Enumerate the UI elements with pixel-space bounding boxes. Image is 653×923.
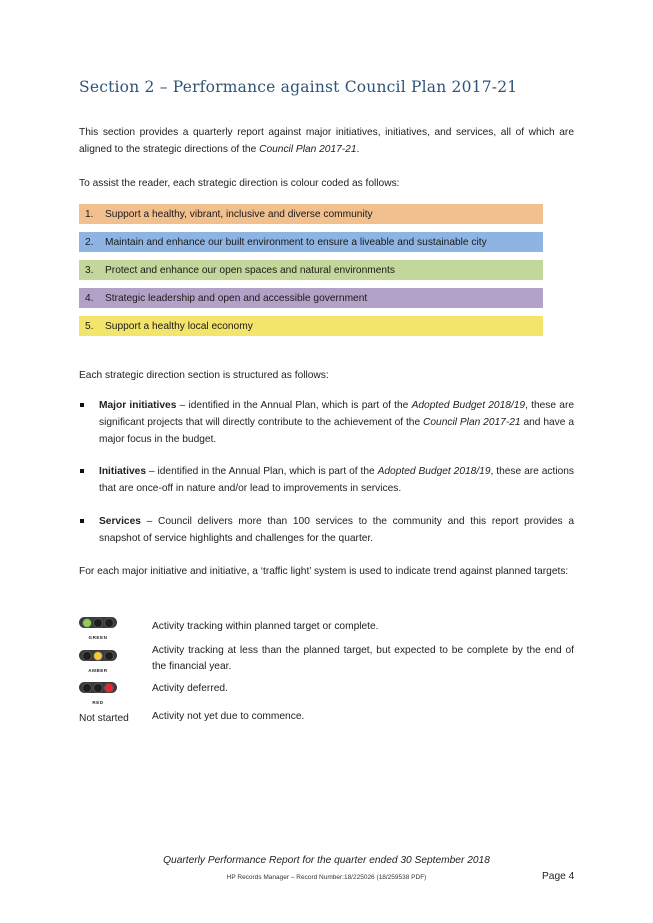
intro-text: This section provides a quarterly report against major initiatives, initiatives, and services, all of which are aligned to the strategic directions of the bbox=[79, 127, 574, 155]
intro-end: . bbox=[356, 144, 360, 155]
red-traffic-light-icon bbox=[79, 682, 117, 711]
direction-label: Protect and enhance our open spaces and natural environments bbox=[105, 264, 395, 276]
direction-number: 4. bbox=[85, 292, 94, 304]
bullet-term: Major initiatives bbox=[99, 400, 177, 411]
legend-description: Activity tracking within planned target or complete. bbox=[152, 621, 379, 632]
traffic-light-legend bbox=[79, 617, 574, 730]
bullet-text: – Council delivers more than 100 services to the community and this report provides a snapshot of service highlights and challenges for the quarter. bbox=[99, 516, 574, 544]
strategic-direction-1 bbox=[79, 204, 543, 224]
page-number: Page 4 bbox=[542, 871, 575, 882]
amber-traffic-light-icon bbox=[79, 650, 117, 679]
direction-label: Maintain and enhance our built environment to ensure a liveable and sustainable city bbox=[105, 236, 487, 248]
footer-report-title: Quarterly Performance Report for the quarter ended 30 September 2018 bbox=[163, 855, 490, 866]
bullet-initiatives bbox=[79, 463, 574, 513]
legend-description: Activity deferred. bbox=[152, 683, 228, 694]
bullet-text: , these are actions that are once-off in nature and/or lead to improvements in services. bbox=[99, 466, 575, 494]
not-started-label: Not started bbox=[79, 713, 129, 724]
bullet-marker bbox=[80, 519, 84, 523]
direction-label: Support a healthy local economy bbox=[105, 320, 253, 332]
strategic-direction-4 bbox=[79, 288, 543, 308]
direction-number: 1. bbox=[85, 208, 94, 220]
footer-record-number: HP Records Manager – Record Number:18/225026 (18/259538 PDF) bbox=[226, 874, 427, 881]
legend-row-red bbox=[79, 682, 574, 710]
bullet-term: Services bbox=[99, 516, 141, 527]
budget-reference: Adopted Budget 2018/19 bbox=[411, 400, 526, 411]
bullet-marker bbox=[80, 403, 84, 407]
council-plan-reference: Council Plan 2017-21 bbox=[423, 417, 521, 428]
colour-intro: To assist the reader, each strategic direction is colour coded as follows: bbox=[79, 178, 400, 189]
section-title: Section 2 – Performance against Council Plan 2017-21 bbox=[79, 78, 518, 96]
traffic-light-intro: For each major initiative and initiative, a ‘traffic light’ system is used to indicate trend against planned targets: bbox=[79, 566, 569, 577]
intro-paragraph bbox=[79, 124, 574, 158]
council-plan-reference: Council Plan 2017-21 bbox=[259, 144, 357, 155]
legend-description: Activity not yet due to commence. bbox=[152, 711, 305, 722]
bullet-marker bbox=[80, 469, 84, 473]
structure-intro: Each strategic direction section is structured as follows: bbox=[79, 370, 329, 381]
direction-number: 2. bbox=[85, 236, 94, 248]
bullet-text: , these are significant projects that will directly contribute to the achievement of the bbox=[99, 400, 575, 428]
bullet-services bbox=[79, 513, 574, 547]
strategic-direction-5 bbox=[79, 316, 543, 336]
strategic-directions-list bbox=[79, 204, 543, 344]
structure-bullet-list bbox=[79, 397, 574, 547]
strategic-direction-2 bbox=[79, 232, 543, 252]
bullet-text: – identified in the Annual Plan, which is part of the bbox=[176, 400, 412, 411]
direction-number: 3. bbox=[85, 264, 94, 276]
direction-label: Strategic leadership and open and accessible government bbox=[105, 292, 368, 304]
direction-number: 5. bbox=[85, 320, 94, 332]
legend-description: Activity tracking at less than the planned target, but expected to be complete by the end of the financial year. bbox=[152, 645, 574, 672]
direction-label: Support a healthy, vibrant, inclusive and diverse community bbox=[105, 208, 373, 220]
green-traffic-light-icon bbox=[79, 617, 117, 646]
budget-reference: Adopted Budget 2018/19 bbox=[377, 466, 491, 477]
light-caption: AMBER bbox=[88, 668, 108, 673]
bullet-major-initiatives bbox=[79, 397, 574, 463]
legend-row-amber bbox=[79, 645, 574, 682]
bullet-term: Initiatives bbox=[99, 466, 146, 477]
light-caption: RED bbox=[92, 700, 104, 705]
strategic-direction-3 bbox=[79, 260, 543, 280]
light-caption: GREEN bbox=[88, 635, 108, 640]
bullet-text: – identified in the Annual Plan, which is part of the bbox=[146, 466, 378, 477]
bullet-text: and have a major focus in the budget. bbox=[99, 417, 574, 445]
legend-row-not-started bbox=[79, 710, 574, 730]
